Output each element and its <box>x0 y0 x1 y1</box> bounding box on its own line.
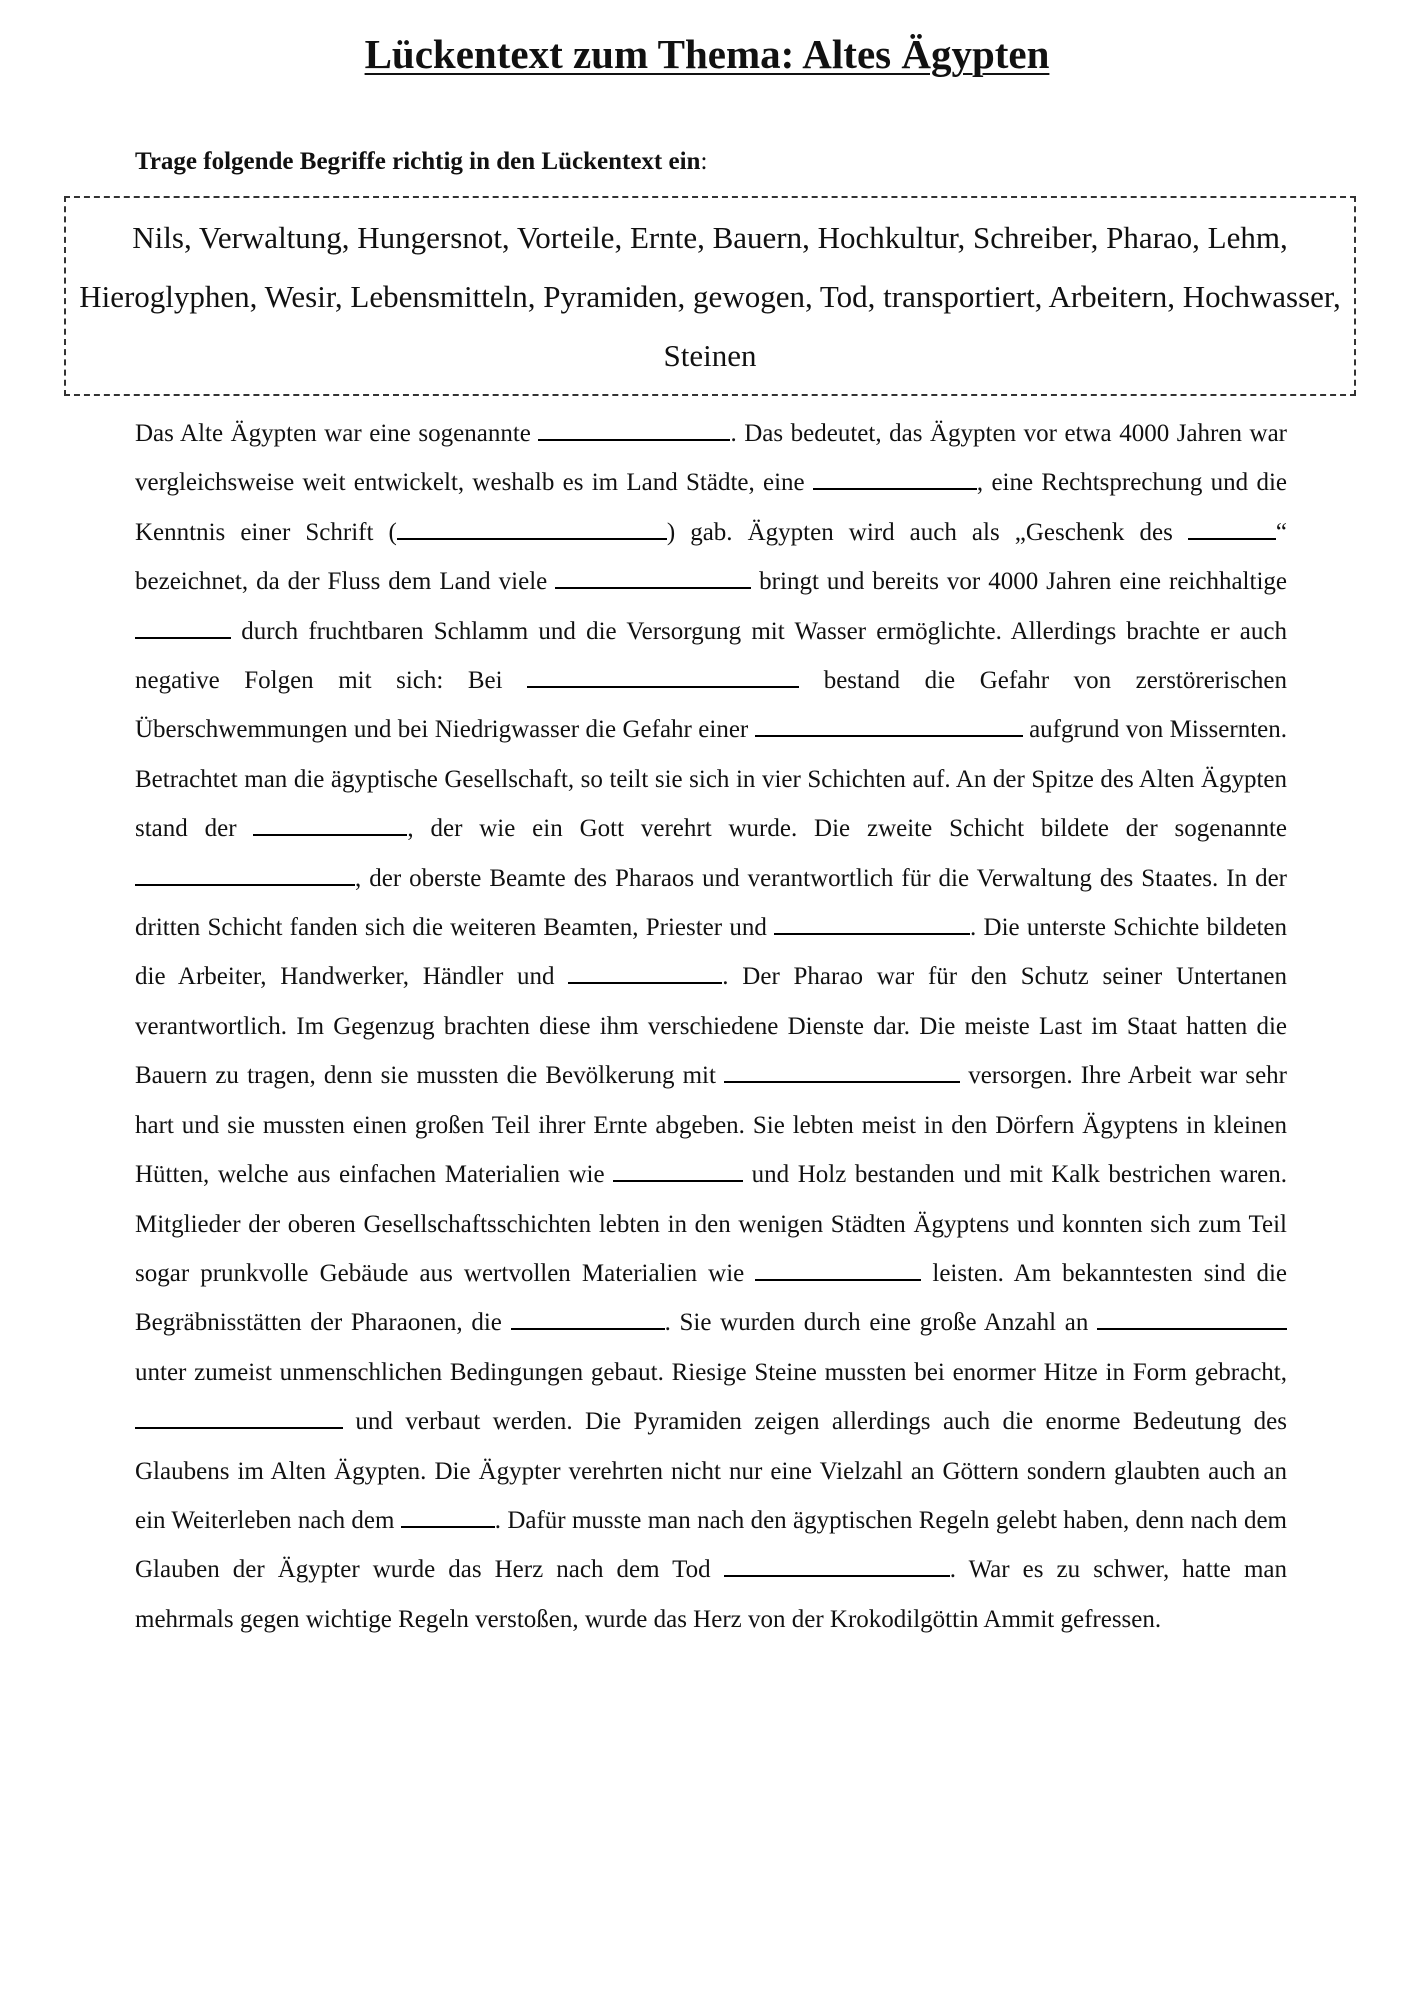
word-bank-list: Nils, Verwaltung, Hungersnot, Vorteile, Ernte, Bauern, Hochkultur, Schreiber, Pharao, Lehm, Hieroglyphen, Wesir, Lebensmitteln, Pyramiden, gewogen, Tod, transportiert, Arbeitern, Hochwasser, Steinen <box>79 220 1341 373</box>
gap-blank[interactable] <box>527 666 799 688</box>
gap-blank[interactable] <box>253 814 407 836</box>
text-segment: durch fruchtbaren Schlamm und die Versorgung mit Wasser ermöglichte. Allerdings brachte er auch negative Folgen mit sich: Bei <box>135 617 1287 695</box>
gap-blank[interactable] <box>568 962 722 984</box>
text-segment: bringt und bereits vor 4000 Jahren eine reichhaltige <box>751 568 1287 596</box>
text-segment: aufgrund von Missernten. Betrachtet man die ägyptische Gesellschaft, so teilt sie sich in vier Schichten auf. An der Spitze des Alten Ägypten stand der <box>135 716 1288 843</box>
instruction-text: Trage folgende Begriffe richtig in den Lückentext ein <box>135 148 701 175</box>
gap-blank[interactable] <box>813 468 977 490</box>
gap-blank[interactable] <box>724 1061 960 1083</box>
gap-blank[interactable] <box>1097 1308 1287 1330</box>
text-segment: bestand die Gefahr von zerstörerischen Überschwemmungen und bei Niedrigwasser die Gefahr einer <box>135 667 1287 744</box>
text-segment: . Der Pharao war für den Schutz seiner Untertanen verantwortlich. Im Gegenzug brachten diese ihm verschiedene Dienste dar. Die meiste Last im Staat hatten die Bauern zu tragen, denn sie mussten die Bevölkerung mit <box>135 963 1287 1090</box>
instruction <box>135 148 707 176</box>
text-segment: leisten. Am bekanntesten sind die Begräbnisstätten der Pharaonen, die <box>135 1259 1288 1337</box>
cloze-text <box>135 409 1287 1644</box>
text-segment: , der wie ein Gott verehrt wurde. Die zweite Schicht bildete der sogenannte <box>407 815 1287 843</box>
gap-blank[interactable] <box>511 1308 665 1330</box>
text-segment: und verbaut werden. Die Pyramiden zeigen allerdings auch die enorme Bedeutung des Glaubens im Alten Ägypten. Die Ägypter verehrten nicht nur eine Vielzahl an Göttern sondern glaubten auch an ein Weiterleben nach dem <box>135 1408 1287 1534</box>
text-segment: ) gab. Ägypten wird auch als „Geschenk des <box>666 518 1188 546</box>
text-segment: . War es zu schwer, hatte man mehrmals gegen wichtige Regeln verstoßen, wurde das Herz von der Krokodilgöttin Ammit gefressen. <box>135 1556 1287 1633</box>
text-segment: und Holz bestanden und mit Kalk bestrichen waren. Mitglieder der oberen Gesellschaftsschichten lebten in den wenigen Städten Ägyptens und konnten sich zum Teil sogar prunkvolle Gebäude aus wertvollen Materialien wie <box>135 1161 1287 1287</box>
gap-blank[interactable] <box>1188 518 1276 540</box>
gap-blank[interactable] <box>774 913 970 935</box>
gap-blank[interactable] <box>613 1160 743 1182</box>
text-segment: Das Alte Ägypten war eine sogenannte <box>135 420 539 447</box>
text-segment: . Sie wurden durch eine große Anzahl an <box>664 1309 1098 1337</box>
text-segment: unter zumeist unmenschlichen Bedingungen gebaut. Riesige Steine mussten bei enormer Hitze in Form gebracht, <box>135 1358 1287 1386</box>
gap-blank[interactable] <box>135 864 355 886</box>
text-segment: versorgen. Ihre Arbeit war sehr hart und sie mussten einen großen Teil ihrer Ernte abgeben. Sie lebten meist in den Dörfern Ägyptens in kleinen Hütten, welche aus einfachen Materialien wie <box>135 1062 1287 1189</box>
page-title: Lückentext zum Thema: Altes Ägypten <box>364 31 1050 77</box>
text-segment: . Dafür musste man nach den ägyptischen Regeln gelebt haben, denn nach dem Glauben der Ägypter wurde das Herz nach dem Tod <box>135 1506 1287 1584</box>
instruction-colon: : <box>700 148 708 175</box>
gap-blank[interactable] <box>555 567 751 589</box>
gap-blank[interactable] <box>724 1555 950 1577</box>
gap-blank[interactable] <box>538 419 730 441</box>
text-segment: , eine Rechtsprechung und die Kenntnis einer Schrift ( <box>135 469 1287 546</box>
gap-blank[interactable] <box>397 518 667 540</box>
gap-blank[interactable] <box>755 1259 921 1281</box>
text-segment: . Das bedeutet, das Ägypten vor etwa 4000 Jahren war vergleichsweise weit entwickelt, weshalb es im Land Städte, eine <box>135 420 1287 497</box>
word-bank-box <box>64 196 1356 396</box>
text-segment: . Die unterste Schichte bildeten die Arbeiter, Handwerker, Händler und <box>135 914 1288 991</box>
text-segment: “ bezeichnet, da der Fluss dem Land viele <box>135 518 1287 596</box>
gap-blank[interactable] <box>755 715 1023 737</box>
gap-blank[interactable] <box>135 617 231 639</box>
gap-blank[interactable] <box>135 1407 343 1429</box>
gap-blank[interactable] <box>401 1506 495 1528</box>
text-segment: , der oberste Beamte des Pharaos und verantwortlich für die Verwaltung des Staates. In der dritten Schicht fanden sich die weiteren Beamten, Priester und <box>135 864 1287 942</box>
